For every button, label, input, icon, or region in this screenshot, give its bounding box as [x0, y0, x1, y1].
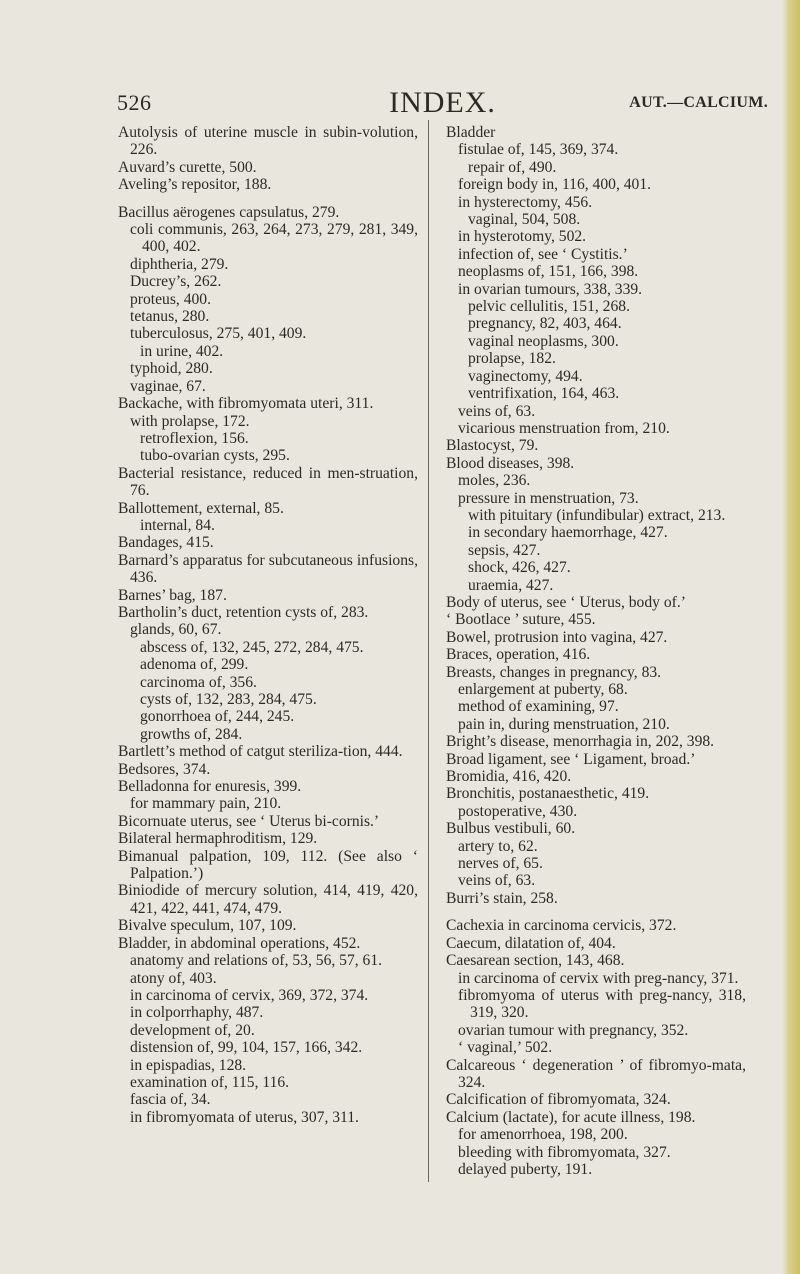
index-entry: vaginectomy, 494.: [468, 367, 583, 385]
page-header: [117, 86, 768, 120]
index-entry: tubo-ovarian cysts, 295.: [140, 447, 290, 465]
index-entry: Barnard’s apparatus for subcutaneous infusions, 436.: [118, 551, 418, 587]
index-entry: fascia of, 34.: [130, 1091, 211, 1109]
index-entry: Bivalve speculum, 107, 109.: [118, 917, 297, 935]
index-entry: Autolysis of uterine muscle in subin-volution, 226.: [118, 124, 418, 159]
index-entry: infection of, see ‘ Cystitis.’: [458, 245, 628, 263]
index-entry: delayed puberty, 191.: [458, 1160, 593, 1178]
index-entry: shock, 426, 427.: [468, 559, 571, 577]
index-entry: vaginae, 67.: [130, 377, 206, 395]
page-range-label: AUT.—CALCIUM.: [629, 94, 768, 111]
index-entry: Caesarean section, 143, 468.: [446, 952, 625, 970]
index-entry: Bulbus vestibuli, 60.: [446, 820, 576, 838]
index-entry: Bladder: [446, 124, 496, 141]
index-entry: Backache, with fibromyomata uteri, 311.: [118, 395, 374, 413]
index-entry: Bronchitis, postanaesthetic, 419.: [446, 785, 650, 803]
index-entry: moles, 236.: [458, 472, 531, 490]
index-entry: Bright’s disease, menorrhagia in, 202, 398.: [446, 733, 715, 751]
index-entry: bleeding with fibromyomata, 327.: [458, 1143, 671, 1161]
index-column-left: [118, 124, 418, 1126]
index-entry: for amenorrhoea, 198, 200.: [458, 1126, 628, 1144]
page-number: 526: [117, 90, 152, 115]
index-entry: carcinoma of, 356.: [140, 673, 257, 691]
index-entry: Ducrey’s, 262.: [130, 273, 222, 291]
index-entry: uraemia, 427.: [468, 576, 554, 594]
index-entry: atony of, 403.: [130, 969, 217, 987]
index-entry: internal, 84.: [140, 516, 215, 534]
index-entry: adenoma of, 299.: [140, 656, 249, 674]
index-entry: Bedsores, 374.: [118, 760, 211, 778]
index-entry: glands, 60, 67.: [130, 621, 222, 639]
index-entry: Bowel, protrusion into vagina, 427.: [446, 628, 668, 646]
index-entry: tetanus, 280.: [130, 308, 210, 326]
index-entry: gonorrhoea of, 244, 245.: [140, 708, 295, 726]
index-entry: Auvard’s curette, 500.: [118, 158, 257, 176]
index-entry: in secondary haemorrhage, 427.: [468, 524, 668, 542]
index-entry: pain in, during menstruation, 210.: [458, 715, 670, 733]
index-entry: abscess of, 132, 245, 272, 284, 475.: [140, 638, 364, 656]
index-entry: Breasts, changes in pregnancy, 83.: [446, 663, 662, 681]
index-entry: diphtheria, 279.: [130, 255, 229, 273]
index-entry: vicarious menstruation from, 210.: [458, 419, 670, 437]
index-entry: Biniodide of mercury solution, 414, 419, 420, 421, 422, 441, 474, 479.: [118, 882, 418, 917]
index-entry: proteus, 400.: [130, 290, 211, 308]
index-entry: Body of uterus, see ‘ Uterus, body of.’: [446, 593, 686, 611]
index-entry: Cachexia in carcinoma cervicis, 372.: [446, 917, 677, 935]
index-entry: anatomy and relations of, 53, 56, 57, 61.: [130, 952, 383, 970]
index-entry: ovarian tumour with pregnancy, 352.: [458, 1021, 689, 1039]
index-entry: nerves of, 65.: [458, 855, 543, 873]
index-entry: Bromidia, 416, 420.: [446, 768, 572, 786]
index-entry: repair of, 490.: [468, 158, 557, 176]
index-entry: growths of, 284.: [140, 725, 243, 743]
index-entry: in ovarian tumours, 338, 339.: [458, 280, 643, 298]
index-entry: vaginal neoplasms, 300.: [468, 332, 619, 350]
index-entry: Bandages, 415.: [118, 534, 214, 552]
index-entry: Belladonna for enuresis, 399.: [118, 778, 302, 796]
index-entry: veins of, 63.: [458, 402, 536, 420]
index-entry: fibromyoma of uterus with preg-nancy, 318, 319, 320.: [458, 986, 746, 1022]
index-entry: typhoid, 280.: [130, 360, 213, 378]
index-entry: in urine, 402.: [140, 342, 224, 360]
index-entry: neoplasms of, 151, 166, 398.: [458, 263, 639, 281]
index-entry: in carcinoma of cervix with preg-nancy, 371.: [458, 969, 739, 987]
index-entry: Calcification of fibromyomata, 324.: [446, 1091, 671, 1109]
index-entry: with prolapse, 172.: [130, 412, 250, 430]
index-entry: veins of, 63.: [458, 872, 536, 890]
index-entry: in epispadias, 128.: [130, 1056, 247, 1074]
index-entry: Calcium (lactate), for acute illness, 198.: [446, 1108, 696, 1126]
index-entry: Barnes’ bag, 187.: [118, 586, 227, 604]
index-entry: in colporrhaphy, 487.: [130, 1004, 264, 1022]
index-entry: Burri’s stain, 258.: [446, 889, 558, 907]
index-entry: Bimanual palpation, 109, 112. (See also ‘ Palpation.’): [118, 847, 418, 883]
index-entry: Bacillus aërogenes capsulatus, 279.: [118, 203, 340, 221]
page-edge: [782, 0, 800, 1274]
index-entry: fistulae of, 145, 369, 374.: [458, 141, 619, 159]
index-entry: with pituitary (infundibular) extract, 213.: [468, 506, 726, 524]
index-entry: pelvic cellulitis, 151, 268.: [468, 298, 630, 316]
index-entry: distension of, 99, 104, 157, 166, 342.: [130, 1039, 363, 1057]
index-entry: ‘ Bootlace ’ suture, 455.: [446, 611, 596, 629]
index-entry: Bacterial resistance, reduced in men-struation, 76.: [118, 464, 418, 500]
index-entry: tuberculosus, 275, 401, 409.: [130, 325, 307, 343]
index-entry: coli communis, 263, 264, 273, 279, 281, 349, 400, 402.: [130, 221, 418, 256]
index-entry: ventrifixation, 164, 463.: [468, 385, 620, 403]
index-entry: artery to, 62.: [458, 837, 538, 855]
index-entry: Bicornuate uterus, see ‘ Uterus bi-cornis.’: [118, 812, 380, 830]
index-entry: development of, 20.: [130, 1021, 255, 1039]
index-entry: enlargement at puberty, 68.: [458, 681, 628, 698]
index-entry: pregnancy, 82, 403, 464.: [468, 315, 622, 333]
index-entry: Bartlett’s method of catgut steriliza-tion, 444.: [118, 743, 403, 761]
index-entry: in hysterotomy, 502.: [458, 228, 587, 246]
index-entry: cysts of, 132, 283, 284, 475.: [140, 691, 317, 708]
index-entry: method of examining, 97.: [458, 698, 619, 716]
index-entry: Bilateral hermaphroditism, 129.: [118, 830, 318, 848]
page-title: INDEX.: [389, 86, 496, 119]
index-entry: Bladder, in abdominal operations, 452.: [118, 934, 361, 952]
column-divider: [428, 120, 429, 1182]
index-entry: in carcinoma of cervix, 369, 372, 374.: [130, 986, 369, 1004]
index-entry: Calcareous ‘ degeneration ’ of fibromyo-mata, 324.: [446, 1056, 746, 1091]
index-entry: postoperative, 430.: [458, 802, 578, 820]
index-entry: examination of, 115, 116.: [130, 1073, 290, 1091]
index-entry: for mammary pain, 210.: [130, 795, 282, 813]
index-entry: vaginal, 504, 508.: [468, 211, 581, 229]
index-entry: Bartholin’s duct, retention cysts of, 283.: [118, 603, 369, 621]
index-entry: in hysterectomy, 456.: [458, 193, 593, 211]
index-entry: Caecum, dilatation of, 404.: [446, 934, 616, 952]
index-entry: prolapse, 182.: [468, 350, 556, 368]
index-entry: foreign body in, 116, 400, 401.: [458, 176, 652, 194]
index-entry: Braces, operation, 416.: [446, 646, 591, 664]
index-entry: Ballottement, external, 85.: [118, 499, 284, 517]
index-entry: retroflexion, 156.: [140, 429, 249, 447]
index-entry: Broad ligament, see ‘ Ligament, broad.’: [446, 750, 696, 768]
index-entry: ‘ vaginal,’ 502.: [458, 1039, 553, 1057]
index-entry: sepsis, 427.: [468, 541, 541, 559]
index-entry: pressure in menstruation, 73.: [458, 489, 639, 507]
index-entry: in fibromyomata of uterus, 307, 311.: [130, 1108, 359, 1126]
index-column-right: [446, 124, 746, 1178]
index-entry: Aveling’s repositor, 188.: [118, 176, 272, 194]
index-entry: Blood diseases, 398.: [446, 454, 575, 472]
index-entry: Blastocyst, 79.: [446, 437, 539, 455]
